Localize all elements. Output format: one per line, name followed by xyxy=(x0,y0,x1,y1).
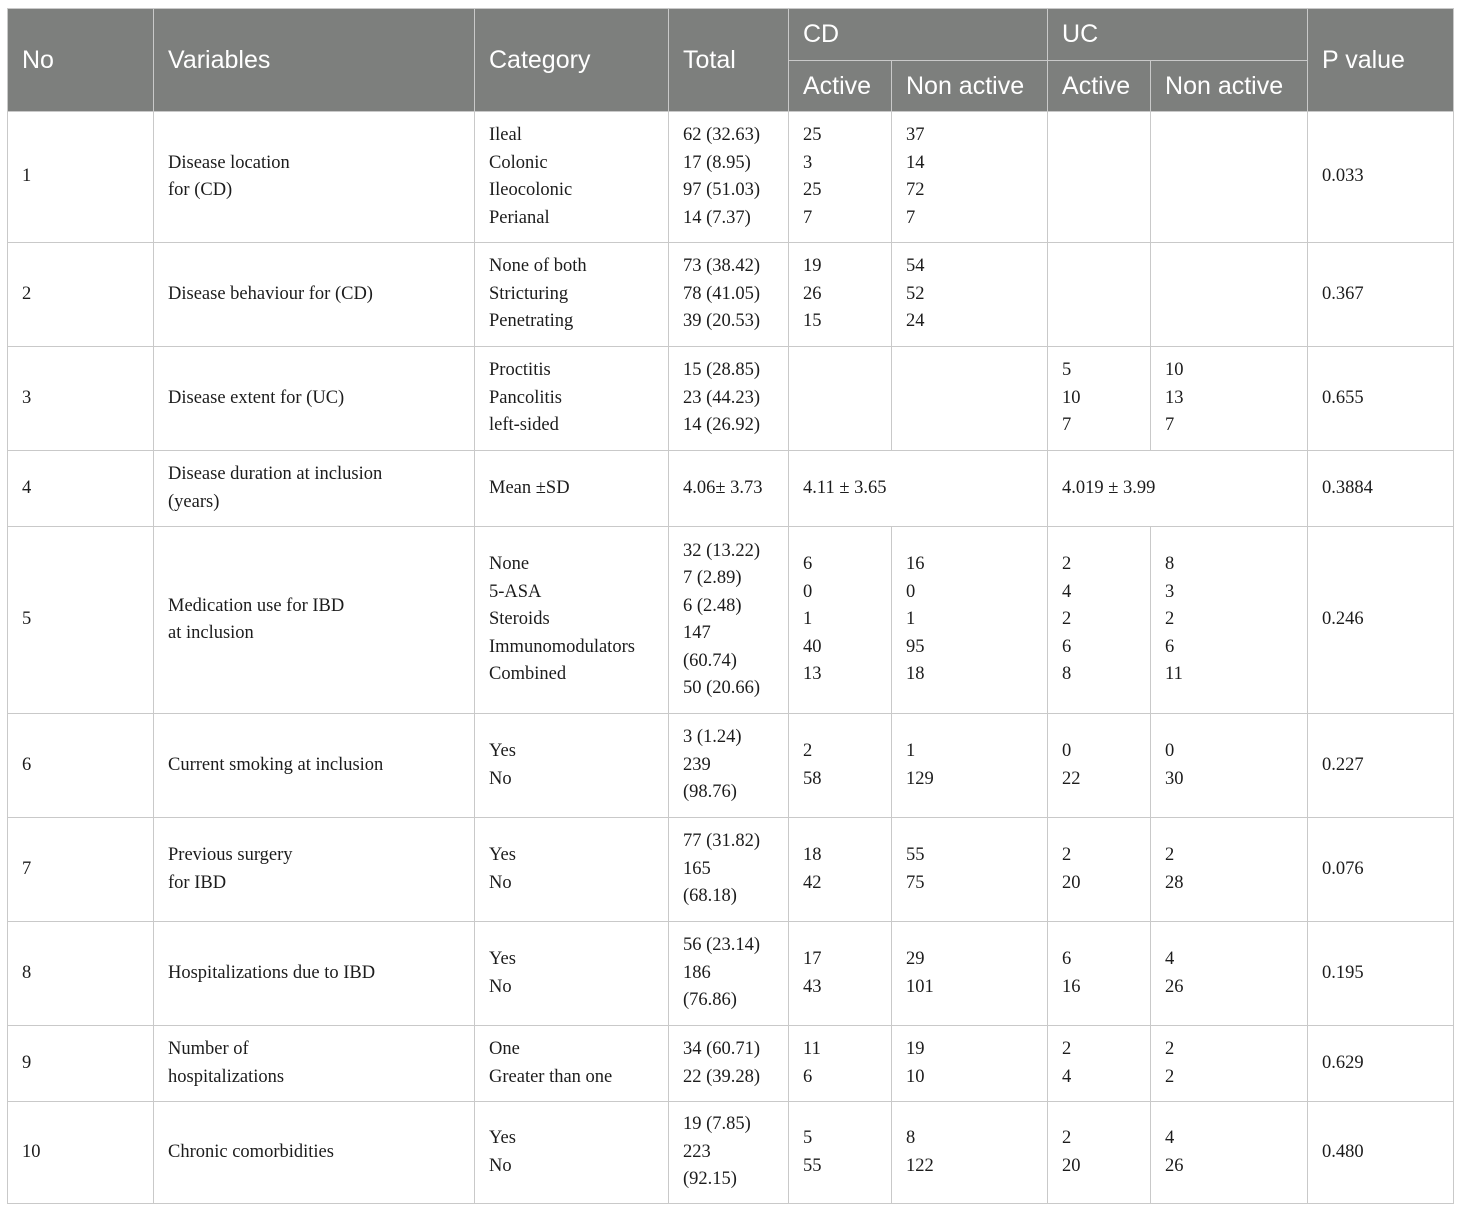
category-cell: Proctitis Pancolitis left-sided xyxy=(475,347,669,451)
header-cd-active: Active xyxy=(789,61,892,112)
ibd-characteristics-table xyxy=(7,8,1454,1204)
cd-non-active-cell: 54 52 24 xyxy=(892,243,1048,347)
total-cell: 32 (13.22) 7 (2.89) 6 (2.48) 147 (60.74) 50 (20.66) xyxy=(669,527,789,714)
table-row xyxy=(8,1102,1454,1204)
p-value-cell: 0.033 xyxy=(1308,112,1454,243)
p-value-cell: 0.655 xyxy=(1308,347,1454,451)
row-number: 9 xyxy=(8,1026,154,1102)
p-value-cell: 0.076 xyxy=(1308,818,1454,922)
cd-non-active-cell: 16 0 1 95 18 xyxy=(892,527,1048,714)
table-row xyxy=(8,347,1454,451)
category-cell: Ileal Colonic Ileocolonic Perianal xyxy=(475,112,669,243)
header-p-value: P value xyxy=(1308,9,1454,112)
uc-active-cell: 5 10 7 xyxy=(1048,347,1151,451)
cd-active-cell: 5 55 xyxy=(789,1102,892,1204)
total-cell: 3 (1.24) 239 (98.76) xyxy=(669,714,789,818)
total-cell: 34 (60.71) 22 (39.28) xyxy=(669,1026,789,1102)
uc-active-cell: 6 16 xyxy=(1048,922,1151,1026)
p-value-cell: 0.3884 xyxy=(1308,451,1454,527)
table-row xyxy=(8,922,1454,1026)
cd-active-cell: 2 58 xyxy=(789,714,892,818)
cd-non-active-cell xyxy=(892,347,1048,451)
total-cell: 56 (23.14) 186 (76.86) xyxy=(669,922,789,1026)
cd-active-cell: 18 42 xyxy=(789,818,892,922)
uc-non-active-cell: 0 30 xyxy=(1151,714,1308,818)
variable-cell: Hospitalizations due to IBD xyxy=(154,922,475,1026)
table-row xyxy=(8,714,1454,818)
row-number: 10 xyxy=(8,1102,154,1204)
category-cell: Yes No xyxy=(475,922,669,1026)
total-cell: 4.06± 3.73 xyxy=(669,451,789,527)
cd-non-active-cell: 37 14 72 7 xyxy=(892,112,1048,243)
p-value-cell: 0.227 xyxy=(1308,714,1454,818)
header-uc-non-active: Non active xyxy=(1151,61,1308,112)
category-cell: Yes No xyxy=(475,714,669,818)
uc-non-active-cell: 10 13 7 xyxy=(1151,347,1308,451)
total-cell: 15 (28.85) 23 (44.23) 14 (26.92) xyxy=(669,347,789,451)
variable-cell: Number of hospitalizations xyxy=(154,1026,475,1102)
row-number: 2 xyxy=(8,243,154,347)
cd-non-active-cell: 8 122 xyxy=(892,1102,1048,1204)
p-value-cell: 0.195 xyxy=(1308,922,1454,1026)
uc-active-cell xyxy=(1048,112,1151,243)
total-cell: 73 (38.42) 78 (41.05) 39 (20.53) xyxy=(669,243,789,347)
header-uc-active: Active xyxy=(1048,61,1151,112)
table-row xyxy=(8,243,1454,347)
variable-cell: Previous surgery for IBD xyxy=(154,818,475,922)
category-cell: One Greater than one xyxy=(475,1026,669,1102)
category-cell: Yes No xyxy=(475,1102,669,1204)
row-number: 3 xyxy=(8,347,154,451)
cd-active-cell: 17 43 xyxy=(789,922,892,1026)
variable-cell: Current smoking at inclusion xyxy=(154,714,475,818)
header-cd: CD xyxy=(789,9,1048,61)
row-number: 8 xyxy=(8,922,154,1026)
cd-non-active-cell: 19 10 xyxy=(892,1026,1048,1102)
uc-active-cell xyxy=(1048,243,1151,347)
table-row xyxy=(8,451,1454,527)
cd-active-cell: 11 6 xyxy=(789,1026,892,1102)
cd-non-active-cell: 1 129 xyxy=(892,714,1048,818)
variable-cell: Disease duration at inclusion (years) xyxy=(154,451,475,527)
uc-non-active-cell: 2 28 xyxy=(1151,818,1308,922)
cd-active-cell: 19 26 15 xyxy=(789,243,892,347)
category-cell: None of both Stricturing Penetrating xyxy=(475,243,669,347)
total-cell: 77 (31.82) 165 (68.18) xyxy=(669,818,789,922)
uc-non-active-cell: 4 26 xyxy=(1151,1102,1308,1204)
header-variables: Variables xyxy=(154,9,475,112)
cd-active-cell: 25 3 25 7 xyxy=(789,112,892,243)
uc-non-active-cell: 4 26 xyxy=(1151,922,1308,1026)
variable-cell: Disease location for (CD) xyxy=(154,112,475,243)
uc-non-active-cell xyxy=(1151,112,1308,243)
header-uc: UC xyxy=(1048,9,1308,61)
category-cell: None 5-ASA Steroids Immunomodulators Combined xyxy=(475,527,669,714)
uc-combined-cell: 4.019 ± 3.99 xyxy=(1048,451,1308,527)
table-row xyxy=(8,818,1454,922)
uc-non-active-cell: 2 2 xyxy=(1151,1026,1308,1102)
category-cell: Mean ±SD xyxy=(475,451,669,527)
p-value-cell: 0.480 xyxy=(1308,1102,1454,1204)
cd-combined-cell: 4.11 ± 3.65 xyxy=(789,451,1048,527)
p-value-cell: 0.367 xyxy=(1308,243,1454,347)
cd-non-active-cell: 55 75 xyxy=(892,818,1048,922)
uc-non-active-cell: 8 3 2 6 11 xyxy=(1151,527,1308,714)
uc-active-cell: 2 4 2 6 8 xyxy=(1048,527,1151,714)
uc-active-cell: 2 20 xyxy=(1048,818,1151,922)
row-number: 4 xyxy=(8,451,154,527)
total-cell: 19 (7.85) 223 (92.15) xyxy=(669,1102,789,1204)
header-category: Category xyxy=(475,9,669,112)
variable-cell: Medication use for IBD at inclusion xyxy=(154,527,475,714)
row-number: 6 xyxy=(8,714,154,818)
total-cell: 62 (32.63) 17 (8.95) 97 (51.03) 14 (7.37) xyxy=(669,112,789,243)
p-value-cell: 0.629 xyxy=(1308,1026,1454,1102)
uc-non-active-cell xyxy=(1151,243,1308,347)
table-row xyxy=(8,1026,1454,1102)
cd-active-cell xyxy=(789,347,892,451)
variable-cell: Disease behaviour for (CD) xyxy=(154,243,475,347)
table-row xyxy=(8,112,1454,243)
variable-cell: Chronic comorbidities xyxy=(154,1102,475,1204)
header-total: Total xyxy=(669,9,789,112)
row-number: 7 xyxy=(8,818,154,922)
header-no: No xyxy=(8,9,154,112)
row-number: 1 xyxy=(8,112,154,243)
cd-non-active-cell: 29 101 xyxy=(892,922,1048,1026)
p-value-cell: 0.246 xyxy=(1308,527,1454,714)
uc-active-cell: 0 22 xyxy=(1048,714,1151,818)
uc-active-cell: 2 4 xyxy=(1048,1026,1151,1102)
row-number: 5 xyxy=(8,527,154,714)
category-cell: Yes No xyxy=(475,818,669,922)
table-row xyxy=(8,527,1454,714)
uc-active-cell: 2 20 xyxy=(1048,1102,1151,1204)
variable-cell: Disease extent for (UC) xyxy=(154,347,475,451)
header-cd-non-active: Non active xyxy=(892,61,1048,112)
cd-active-cell: 6 0 1 40 13 xyxy=(789,527,892,714)
